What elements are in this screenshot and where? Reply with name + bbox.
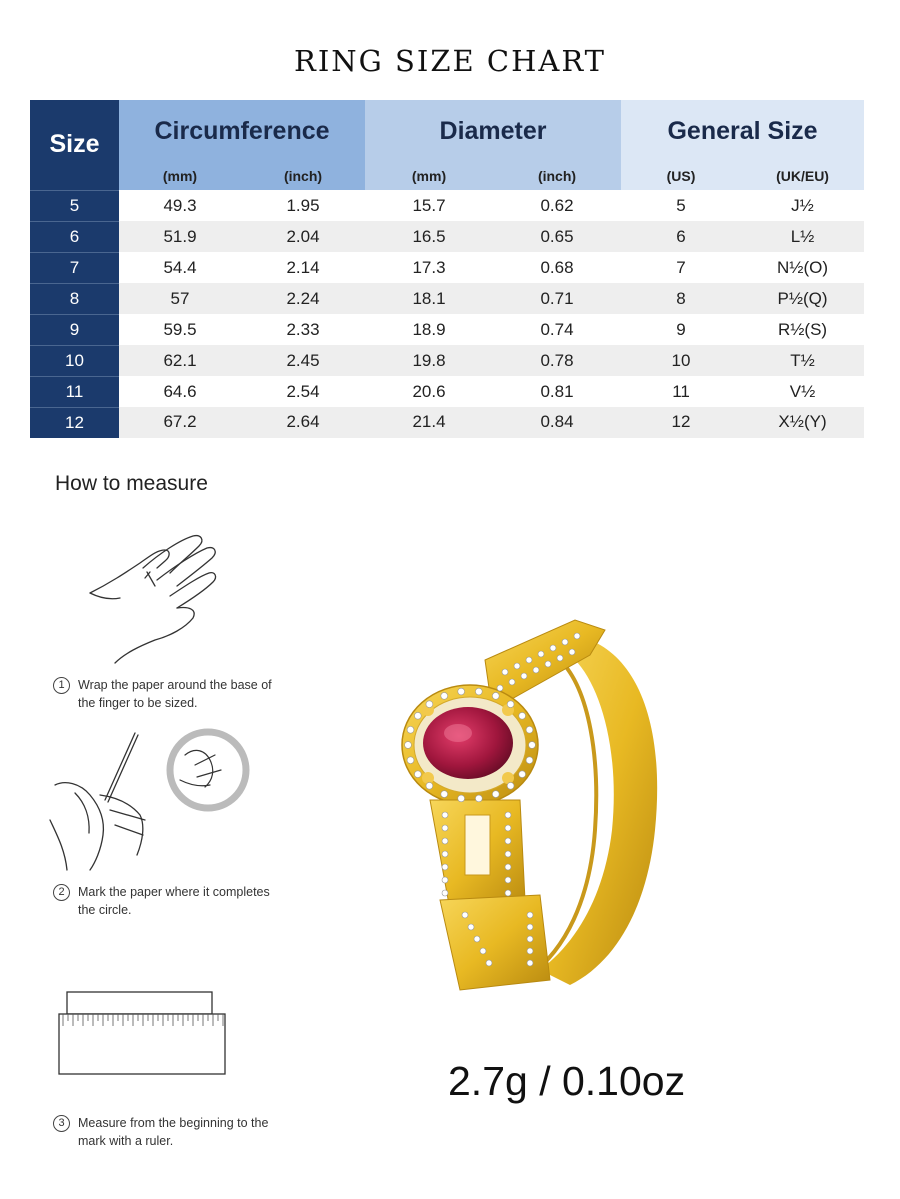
table-row [30, 283, 864, 314]
size-cell: 8 [30, 283, 119, 314]
subheader-uk-eu: (UK/EU) [741, 162, 864, 190]
us-cell: 11 [621, 376, 741, 407]
uk-eu-cell: P½(Q) [741, 283, 864, 314]
us-cell: 6 [621, 221, 741, 252]
table-row [30, 252, 864, 283]
circ-mm-cell: 49.3 [119, 190, 241, 221]
circ-inch-cell: 2.04 [241, 221, 365, 252]
circ-inch-cell: 2.45 [241, 345, 365, 376]
dia-mm-cell: 18.9 [365, 314, 493, 345]
table-row [30, 190, 864, 221]
size-cell: 11 [30, 376, 119, 407]
size-cell: 10 [30, 345, 119, 376]
size-cell: 6 [30, 221, 119, 252]
ruler-illustration [55, 988, 235, 1078]
header-circumference: Circumference [119, 100, 365, 162]
circ-inch-cell: 2.14 [241, 252, 365, 283]
us-cell: 9 [621, 314, 741, 345]
dia-inch-cell: 0.71 [493, 283, 621, 314]
table-row [30, 221, 864, 252]
size-cell: 9 [30, 314, 119, 345]
subheader-dia-inch: (inch) [493, 162, 621, 190]
step-text: Measure from the beginning to the mark with a ruler. [78, 1116, 269, 1148]
us-cell: 10 [621, 345, 741, 376]
ring-size-table [30, 100, 864, 438]
dia-inch-cell: 0.74 [493, 314, 621, 345]
subheader-dia-mm: (mm) [365, 162, 493, 190]
us-cell: 12 [621, 407, 741, 438]
dia-mm-cell: 19.8 [365, 345, 493, 376]
uk-eu-cell: L½ [741, 221, 864, 252]
circ-mm-cell: 51.9 [119, 221, 241, 252]
subheader-circ-mm: (mm) [119, 162, 241, 190]
header-diameter: Diameter [365, 100, 621, 162]
circ-mm-cell: 57 [119, 283, 241, 314]
us-cell: 8 [621, 283, 741, 314]
table-row [30, 376, 864, 407]
table-row [30, 345, 864, 376]
marking-illustration [45, 725, 255, 875]
step-2 [53, 883, 278, 919]
step-text: Wrap the paper around the base of the finger to be sized. [78, 678, 272, 710]
size-cell: 12 [30, 407, 119, 438]
dia-mm-cell: 16.5 [365, 221, 493, 252]
uk-eu-cell: T½ [741, 345, 864, 376]
circ-inch-cell: 1.95 [241, 190, 365, 221]
dia-mm-cell: 20.6 [365, 376, 493, 407]
dia-mm-cell: 18.1 [365, 283, 493, 314]
size-cell: 7 [30, 252, 119, 283]
dia-inch-cell: 0.84 [493, 407, 621, 438]
circ-mm-cell: 62.1 [119, 345, 241, 376]
circ-inch-cell: 2.33 [241, 314, 365, 345]
page-title: RING SIZE CHART [294, 44, 606, 78]
step-number: 1 [53, 677, 70, 694]
uk-eu-cell: N½(O) [741, 252, 864, 283]
subheader-us: (US) [621, 162, 741, 190]
step-number: 3 [53, 1115, 70, 1132]
us-cell: 5 [621, 190, 741, 221]
us-cell: 7 [621, 252, 741, 283]
header-size: Size [30, 100, 119, 190]
ring-product-image [390, 600, 680, 1000]
how-to-measure-heading: How to measure [55, 472, 208, 495]
header-general-size: General Size [621, 100, 864, 162]
dia-inch-cell: 0.81 [493, 376, 621, 407]
uk-eu-cell: V½ [741, 376, 864, 407]
size-cell: 5 [30, 190, 119, 221]
dia-mm-cell: 17.3 [365, 252, 493, 283]
table-row [30, 407, 864, 438]
uk-eu-cell: R½(S) [741, 314, 864, 345]
subheader-circ-inch: (inch) [241, 162, 365, 190]
dia-inch-cell: 0.68 [493, 252, 621, 283]
uk-eu-cell: X½(Y) [741, 407, 864, 438]
dia-mm-cell: 21.4 [365, 407, 493, 438]
circ-mm-cell: 67.2 [119, 407, 241, 438]
dia-inch-cell: 0.62 [493, 190, 621, 221]
circ-mm-cell: 64.6 [119, 376, 241, 407]
step-text: Mark the paper where it completes the circle. [78, 885, 270, 917]
step-1 [53, 676, 278, 712]
step-number: 2 [53, 884, 70, 901]
hand-illustration [85, 528, 235, 668]
table-row [30, 314, 864, 345]
weight-label: 2.7g / 0.10oz [448, 1058, 686, 1104]
circ-mm-cell: 54.4 [119, 252, 241, 283]
circ-inch-cell: 2.54 [241, 376, 365, 407]
dia-inch-cell: 0.65 [493, 221, 621, 252]
uk-eu-cell: J½ [741, 190, 864, 221]
dia-mm-cell: 15.7 [365, 190, 493, 221]
step-3 [53, 1114, 278, 1150]
circ-mm-cell: 59.5 [119, 314, 241, 345]
circ-inch-cell: 2.64 [241, 407, 365, 438]
circ-inch-cell: 2.24 [241, 283, 365, 314]
dia-inch-cell: 0.78 [493, 345, 621, 376]
